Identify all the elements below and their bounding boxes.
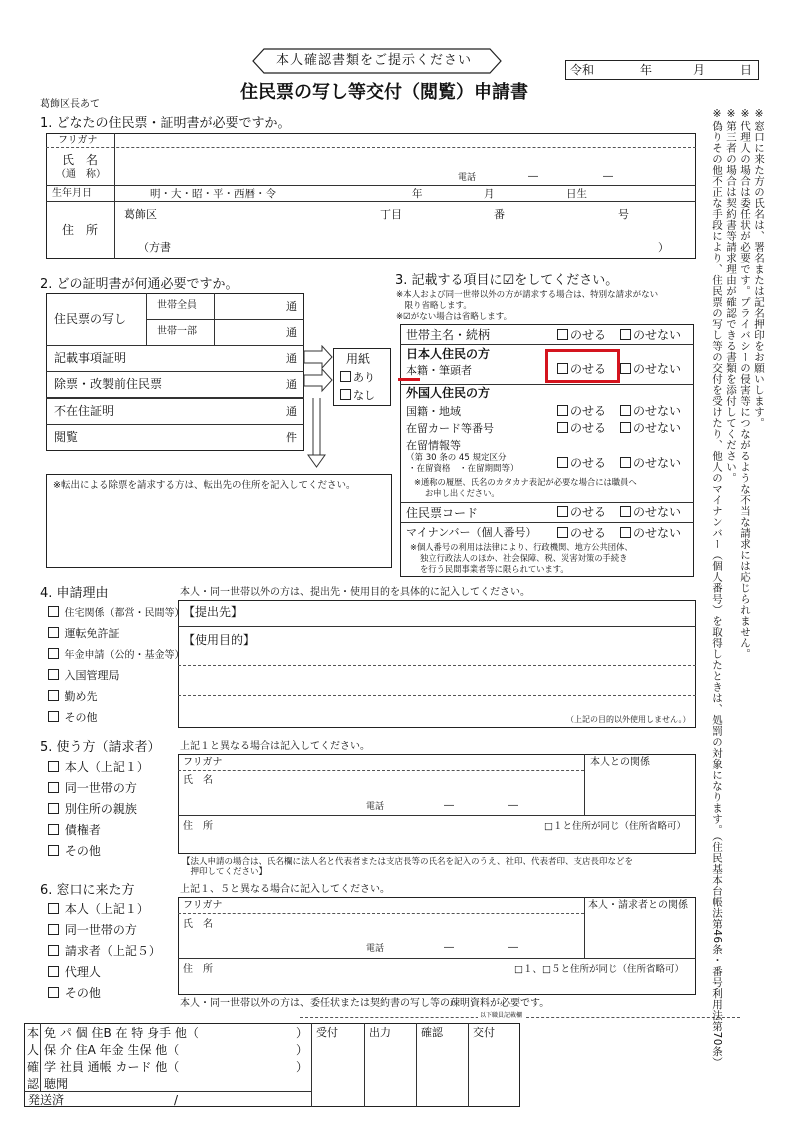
office-row4: 聴聞 [44, 1077, 69, 1091]
s6-option-0[interactable]: 本人（上記１） [48, 903, 149, 915]
s3-kokuseki-yes[interactable]: のせる [557, 405, 606, 417]
s3-tsusho-note1: ※通称の履歴、氏名のカタカナ表記が必要な場合には職員へ [414, 477, 637, 487]
s2-tsu-4[interactable]: 通 [286, 378, 297, 391]
office-col-kofu: 交付 [473, 1026, 495, 1039]
s4-mokuteki: 【使用目的】 [183, 633, 256, 647]
s1-ward: 葛飾区 [124, 208, 157, 221]
s3-zairyu-info-no[interactable]: のせない [620, 457, 681, 469]
paper-label: 用紙 [346, 352, 371, 366]
s3-note3: ※☑がない場合は省略します。 [396, 312, 513, 322]
s3-zairyu-info-yes[interactable]: のせる [557, 457, 606, 469]
s4-reason-4[interactable]: 勤め先 [48, 690, 98, 702]
s3-mynumber-yes[interactable]: のせる [557, 527, 606, 539]
s1-dob-month: 月 [484, 188, 495, 200]
s2-ken[interactable]: 件 [286, 431, 297, 444]
s1-heading: 1. どなたの住民票・証明書が必要ですか。 [40, 116, 291, 131]
office-col-uketsuke: 受付 [316, 1026, 338, 1039]
s2-tsu-3[interactable]: 通 [286, 352, 297, 365]
s6-phone: 電話 [366, 944, 385, 954]
s5-phone-dash-1: ― [444, 800, 454, 811]
s3-setainushi-yes[interactable]: のせる [557, 329, 606, 341]
s5-option-0[interactable]: 本人（上記１） [48, 761, 149, 773]
s5-corp1: 【法人申請の場合は、氏名欄に法人名と代表者または支店長等の氏名を記入のうえ、社印、代表者印、支店長印などを [182, 857, 634, 867]
office-col-kakunin: 確認 [421, 1026, 443, 1039]
s3-note1: ※本人および同一世帯以外の方が請求する場合は、特別な請求がない [396, 290, 659, 300]
s1-phone-label: 電話 [458, 173, 477, 183]
office-caption: 以下職員記載欄 [480, 1012, 523, 1019]
s3-code-no[interactable]: のせない [620, 506, 681, 518]
s5-same-address[interactable]: □１と住所が同じ（住所省略可） [544, 821, 686, 832]
s6-option-1[interactable]: 同一世帯の方 [48, 924, 137, 936]
s1-address-field[interactable] [116, 203, 694, 239]
s1-dob-label: 生年月日 [52, 188, 92, 199]
s2-setai-part: 世帯一部 [157, 326, 197, 337]
s4-reason-3[interactable]: 入国管理局 [48, 669, 120, 681]
date-day: 日 [740, 63, 753, 77]
s3-zairyu-sub2: ・在留資格 ・在留期間等） [408, 464, 519, 474]
s3-mn-note3: を行う民間事業者等に限られています。 [420, 564, 569, 574]
side-note-4: ※偽りその他不正な手段により、住民票の写し等の交付を受けたり、他人のマイナンバー（個人番号）を取得したときは、処罰の対象になります。（住民基本台帳法第46条・番号利用法第70条） [711, 108, 723, 1068]
s3-zairyu-card-yes[interactable]: のせる [557, 422, 606, 434]
s6-phone-dash-1: ― [444, 942, 454, 953]
s2-tsu-5[interactable]: 通 [286, 405, 297, 418]
s3-mynumber-no[interactable]: のせない [620, 527, 681, 539]
s5-option-3[interactable]: 債権者 [48, 824, 101, 836]
s5-phone-dash-2: ― [508, 800, 518, 811]
s3-mn-note2: 独立行政法人のほか、社会保障、税、災害対策の手続き [420, 553, 628, 563]
s5-option-1[interactable]: 同一世帯の方 [48, 782, 137, 794]
office-sent: 発送済 [28, 1093, 65, 1107]
s1-phone-dash-1: ― [528, 171, 538, 182]
s1-phone-dash-2: ― [603, 171, 613, 182]
s3-zairyu-card: 在留カード等番号 [406, 422, 494, 435]
s4-purpose-box[interactable] [178, 600, 696, 728]
office-close-2: ） [296, 1043, 309, 1057]
s6-same-address[interactable]: □１、□５と住所が同じ（住所省略可） [514, 964, 684, 975]
s3-note2: 限り省略します。 [396, 301, 472, 311]
s3-code-yes[interactable]: のせる [557, 506, 606, 518]
s4-teishutsu: 【提出先】 [183, 605, 244, 619]
id-banner-text: 本人確認書類をご提示ください [276, 53, 473, 68]
s1-tsusho-label: （通 称） [56, 169, 106, 180]
s5-furigana: フリガナ [183, 757, 223, 768]
office-slash: / [174, 1093, 179, 1107]
s5-relation: 本人との関係 [590, 757, 650, 768]
s5-option-4[interactable]: その他 [48, 845, 101, 857]
s3-kokuseki-no[interactable]: のせない [620, 405, 681, 417]
s3-zairyu-sub1: （第 30 条の 45 規定区分 [406, 453, 507, 463]
s6-name-field[interactable] [240, 915, 580, 955]
s1-ban: 番 [494, 208, 505, 221]
s4-reason-1[interactable]: 運転免許証 [48, 627, 120, 639]
s3-honseki-no[interactable]: のせない [620, 363, 681, 375]
s1-chome: 丁目 [380, 208, 402, 221]
s3-heading: 3. 記載する項目に☑をしてください。 [395, 273, 619, 288]
s3-zairyu-info: 在留情報等 [406, 439, 461, 452]
paper-ari[interactable]: あり [340, 371, 375, 383]
date-year: 年 [640, 63, 653, 77]
s3-mn-note1: ※個人番号の利用は法律により、行政機関、地方公共団体、 [410, 542, 633, 552]
s5-phone: 電話 [366, 802, 385, 812]
s2-tsu-2[interactable]: 通 [286, 326, 297, 339]
s4-instr: 本人・同一世帯以外の方は、提出先・使用目的を具体的に記入してください。 [180, 587, 530, 598]
s6-name: 氏 名 [183, 919, 213, 930]
s3-zairyu-card-no[interactable]: のせない [620, 422, 681, 434]
office-col-shutsuryoku: 出力 [369, 1026, 391, 1039]
s3-nihonjin: 日本人住民の方 [406, 347, 491, 361]
s1-dob-day: 日生 [566, 188, 587, 200]
office-close-3: ） [296, 1060, 309, 1074]
s4-reason-0[interactable]: 住宅関係（都営・民間等） [48, 606, 185, 619]
s1-eras[interactable]: 明・大・昭・平・西暦・令 [150, 188, 276, 200]
s6-phone-dash-2: ― [508, 942, 518, 953]
s6-relation: 本人・請求者との関係 [588, 900, 688, 911]
s1-katagaki-end: ） [658, 241, 669, 254]
office-char-2: 確 [27, 1060, 40, 1074]
s1-name-label: 氏 名 [62, 153, 99, 167]
s4-footnote: （上記の目的以外使用しません。） [566, 715, 691, 724]
s2-joseki: 除票・改製前住民票 [54, 377, 163, 391]
honseki-red-underline [398, 378, 420, 381]
s5-instr: 上記１と異なる場合は記入してください。 [180, 741, 370, 752]
s6-heading: 6. 窓口に来た方 [40, 883, 135, 898]
s3-gaikokujin: 外国人住民の方 [406, 386, 491, 400]
s2-juminhyo: 住民票の写し [54, 312, 127, 326]
s2-setai-all: 世帯全員 [157, 300, 197, 311]
addressee: 葛飾区長あて [40, 99, 100, 110]
s4-reason-5[interactable]: その他 [48, 711, 98, 723]
paper-nashi[interactable]: なし [340, 389, 375, 401]
s3-setainushi: 世帯主名・続柄 [406, 328, 491, 342]
date-box[interactable] [565, 60, 759, 80]
s5-address-field[interactable] [240, 817, 540, 851]
s5-address: 住 所 [183, 821, 213, 832]
s6-instr: 上記１、５と異なる場合に記入してください。 [180, 884, 390, 895]
s2-tsu-1[interactable]: 通 [286, 300, 297, 313]
s5-heading: 5. 使う方（請求者） [40, 740, 161, 755]
s6-option-2[interactable]: 請求者（上記５） [48, 945, 161, 957]
s3-setainushi-no[interactable]: のせない [620, 329, 681, 341]
s1-katagaki: （方書 [138, 241, 171, 254]
s1-furigana-label: フリガナ [58, 135, 98, 146]
office-row2: 保 介 住A 年金 生保 他（ [44, 1043, 180, 1057]
s1-go: 号 [618, 208, 629, 221]
side-note-2: ※代理人の場合は委任状が必要です。プライバシーの侵害等につながるような不当な請求には応じられません。 [739, 108, 751, 660]
s6-address-field[interactable] [240, 960, 510, 992]
date-era: 令和 [570, 63, 595, 77]
s3-tsusho-note2: お申し出ください。 [425, 488, 500, 498]
s5-name-field[interactable] [240, 772, 580, 812]
s2-heading: 2. どの証明書が何通必要ですか。 [40, 277, 239, 292]
s3-honseki: 本籍・筆頭者 [406, 364, 472, 377]
s1-address-label: 住 所 [62, 223, 99, 237]
office-close-1: ） [296, 1026, 309, 1040]
s3-kokuseki: 国籍・地域 [406, 405, 461, 418]
date-month: 月 [693, 63, 706, 77]
s2-etsuran: 閲覧 [54, 430, 79, 444]
side-note-1: ※窓口に来た方の氏名は、署名または記名押印をお願いします。 [753, 108, 765, 429]
tenshutsu-note: ※転出による除票を請求する方は、転出先の住所を記入してください。 [53, 480, 356, 491]
office-char-1: 人 [27, 1043, 40, 1057]
office-char-3: 認 [27, 1077, 40, 1091]
s6-option-4[interactable]: その他 [48, 987, 101, 999]
office-char-0: 本 [27, 1026, 40, 1040]
s5-corp2: 押印してください】 [182, 867, 268, 877]
s3-code: 住民票コード [406, 506, 479, 520]
s6-footer: 本人・同一世帯以外の方は、委任状または契約書の写し等の疎明資料が必要です。 [180, 998, 550, 1009]
s5-option-2[interactable]: 別住所の親族 [48, 803, 137, 815]
s6-address: 住 所 [183, 964, 213, 975]
office-row1: 免 パ 個 住B 在 特 身手 他（ [44, 1026, 199, 1040]
s6-furigana: フリガナ [183, 900, 223, 911]
s2-fuzai: 不在住証明 [54, 404, 115, 418]
s6-option-3[interactable]: 代理人 [48, 966, 101, 978]
office-row3: 学 社員 通帳 カード 他（ [44, 1060, 180, 1074]
s4-reason-2[interactable]: 年金申請（公的・基金等） [48, 648, 185, 661]
s4-heading: 4. 申請理由 [40, 586, 109, 601]
s2-kisai: 記載事項証明 [54, 351, 127, 365]
form-title: 住民票の写し等交付（閲覧）申請書 [240, 82, 528, 103]
side-note-3: ※第三者の場合は契約書等請求理由が確認できる書類を添付してください。 [725, 108, 737, 484]
s1-dob-year: 年 [412, 188, 423, 200]
s3-honseki-yes[interactable]: のせる [557, 363, 606, 375]
s3-mynumber: マイナンバー（個人番号） [406, 526, 537, 539]
s5-name: 氏 名 [183, 775, 213, 786]
